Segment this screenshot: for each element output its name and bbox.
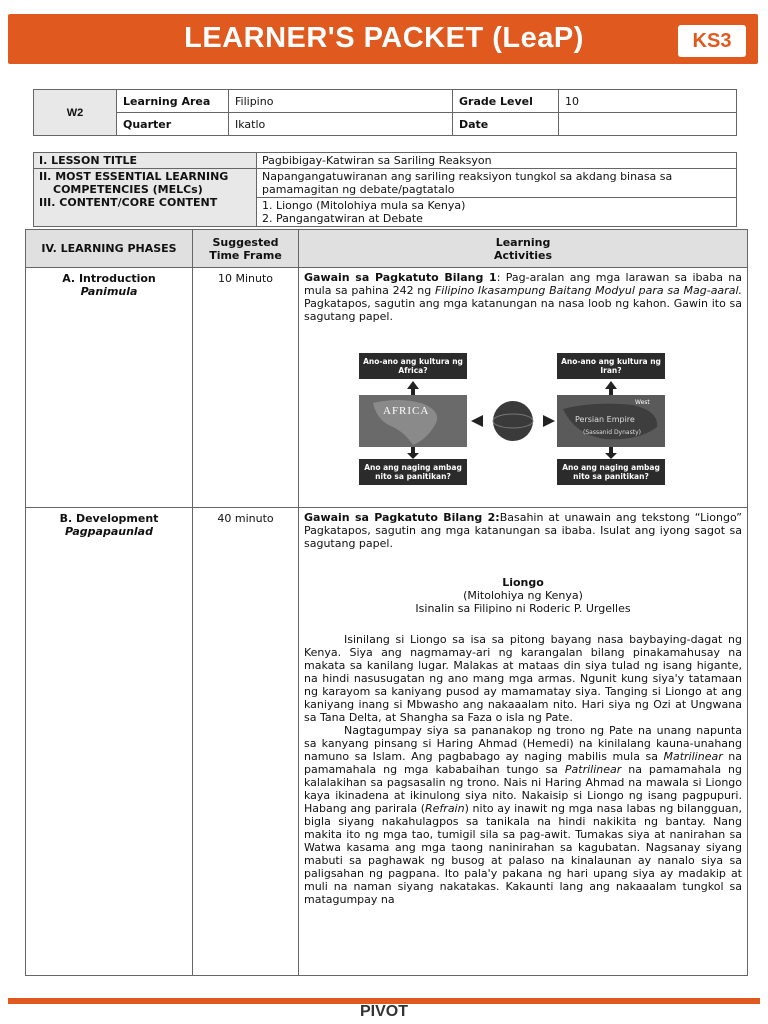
activities-header-line-2: Activities (493, 248, 553, 262)
learning-area-label: Learning Area (117, 90, 229, 113)
story-paragraph-2 (304, 724, 742, 906)
content-value (257, 198, 737, 227)
melc-label (34, 169, 257, 227)
introduction-activity (299, 268, 748, 508)
arrow-up-icon (407, 381, 419, 389)
globe-icon (493, 401, 533, 441)
activities-header (299, 230, 748, 268)
learning-area-value: Filipino (229, 90, 453, 113)
melc-label-line-1: II. MOST ESSENTIAL LEARNING (39, 170, 229, 183)
arrow-right-icon (543, 415, 555, 427)
quarter-value: Ikatlo (229, 113, 453, 136)
west-label: West (635, 399, 650, 406)
quarter-label: Quarter (117, 113, 229, 136)
activity-2-text: Basahin at unawain ang tekstong “Liongo” Pagkatapos, sagutin ang mga katanungan sa ibaba. Isulat ang iyong sagot sa sagutang papel. (304, 511, 742, 550)
header-banner (0, 0, 768, 78)
phases-header-row (26, 230, 748, 268)
introduction-phase (26, 268, 193, 508)
key-stage-badge: KS3 (678, 25, 746, 57)
grade-level-value: 10 (559, 90, 737, 113)
para-2-segment: na pamamahala ng mga kababaihan tungo sa (304, 750, 742, 776)
time-header-line-2: Time Frame (209, 248, 282, 262)
activity-1-text-b: Pagkatapos, sagutin ang mga katanungan na nasa loob ng kahon. Gawin ito sa sagutang papel. (304, 297, 742, 323)
melc-value: Napangangatuwiranan ang sariling reaksiyon tungkol sa akdang binasa sa pamamagitan ng debate/pagtatalo (257, 169, 737, 198)
week-label: W2 (34, 90, 117, 136)
africa-culture-question: Ano-ano ang kultura ng Africa? (359, 353, 467, 379)
para-2-segment: ) nito ay inawit ng mga nasa labas ng bilangguan, bigla siyang nakahulagpos sa tanikala na hindi nakikita ng bantay. Nang makita ito ng mga tao, tumigil sila sa pag-awit. Tumakas siya at nanirahan sa Watwa kasama ang mga taong naninirahan sa kagubatan. Nagsanay siyang mabuti sa paghawak ng busog at palaso na kinalaunan ay nanalo siya sa paligsahan ng pagpana. Ito pala'y pakana ng hari upang siya ay madakip at muli na naman siyang nakatakas. Kakaunti lang ang nakaaalam tungkol sa matagumpay na (304, 802, 742, 906)
para-2-italic: Matrilinear (663, 750, 723, 763)
persia-label (575, 413, 641, 439)
arrow-stem (609, 447, 613, 453)
time-header (193, 230, 299, 268)
africa-label: AFRICA (383, 405, 430, 417)
para-2-segment: na pamamahala ng kalalakihan sa pagsasalin ng trono. Nais ni Haring Ahmad na mawala si Liongo kaya ikinadena at ikinulong siya nito. Nakaisip si Liongo ng isang pagpupuri. Habang ang parirala ( (304, 763, 742, 815)
development-phase-fil: Pagpapaunlad (65, 525, 153, 538)
date-value (559, 113, 737, 136)
activities-header-line-1: Learning (495, 235, 551, 249)
development-activity (299, 508, 748, 976)
story-title: Liongo (502, 576, 544, 589)
activity-1-text-a: : Pag-aralan ang mga larawan sa ibaba na mula sa pahina 242 ng (304, 271, 742, 297)
date-label: Date (453, 113, 559, 136)
content-item-2: 2. Pangangatwiran at Debate (262, 212, 423, 225)
lesson-title-value: Pagbibigay-Katwiran sa Sariling Reaksyon (257, 153, 737, 169)
arrow-up-icon (605, 381, 617, 389)
para-2-italic: Patrilinear (564, 763, 622, 776)
iran-culture-question: Ano-ano ang kultura ng Iran? (557, 353, 665, 379)
time-header-line-1: Suggested (212, 235, 279, 249)
development-phase (26, 508, 193, 976)
activity-1-text-italic: Filipino Ikasampung Baitang Modyul para sa Mag-aaral. (434, 284, 742, 297)
development-time: 40 minuto (193, 508, 299, 976)
culture-diagram (343, 353, 703, 485)
arrow-stem (411, 447, 415, 453)
story-subtitle: (Mitolohiya ng Kenya) (463, 589, 583, 602)
story-paragraph-1: Isinilang si Liongo sa isa sa pitong bayang nasa baybaying-dagat ng Kenya. Siya ang nagmamay-ari ng karangalan bilang pinakamahusay na makata sa kanilang lugar. Malakas at mataas din siya tulad ng isang higante, na hindi nasusugatan ng ano mang mga armas. Ngunit kung siya'y tatamaan ng karayom sa kaniyang pusod ay mamamatay siya. Tanging si Liongo at ang kaniyang inang si Mbwasho ang nakaaalam nito. Hari siya ng Ozi at Ungwana sa Tana Delta, at Shangha sa Faza o isla ng Pate. (304, 633, 742, 724)
activity-1-label: Gawain sa Pagkatuto Bilang 1 (304, 271, 497, 284)
development-phase-en: B. Development (59, 512, 159, 525)
info-table (33, 89, 737, 136)
africa-ambag-question: Ano ang naging ambag nito sa panitikan? (359, 459, 467, 485)
para-2-italic: Refrain (425, 802, 465, 815)
content-label: III. CONTENT/CORE CONTENT (39, 196, 218, 209)
persia-label-line-1: Persian Empire (575, 415, 635, 424)
arrow-stem (411, 389, 415, 395)
activity-2-label: Gawain sa Pagkatuto Bilang 2: (304, 511, 500, 524)
introduction-phase-fil: Panimula (80, 285, 138, 298)
grade-level-label: Grade Level (453, 90, 559, 113)
content-item-1: 1. Liongo (Mitolohiya mula sa Kenya) (262, 199, 466, 212)
lesson-table (33, 152, 737, 227)
arrow-stem (609, 389, 613, 395)
pivot-logo: PIVOT (359, 1003, 408, 1020)
phases-header: IV. LEARNING PHASES (26, 230, 193, 268)
lesson-title-label: I. LESSON TITLE (34, 153, 257, 169)
persia-label-line-2: (Sassanid Dynasty) (583, 429, 641, 436)
introduction-phase-en: A. Introduction (62, 272, 156, 285)
packet-title: LEARNER'S PACKET (LeaP) (184, 22, 584, 54)
arrow-left-icon (471, 415, 483, 427)
introduction-row (26, 268, 748, 508)
melc-label-line-2: COMPETENCIES (MELCs) (53, 183, 203, 196)
para-2-segment: Nagtagumpay siya sa pananakop ng trono ng Pate na unang napunta sa kanyang pinsang si Haring Ahmad (Hemedi) na kinilalang kauna-unahang namuno sa Islam. Ang pagbabago ay naging mabilis mula sa (304, 724, 742, 763)
learning-phases-table (25, 229, 748, 976)
iran-ambag-question: Ano ang naging ambag nito sa panitikan? (557, 459, 665, 485)
introduction-time: 10 Minuto (193, 268, 299, 508)
development-row (26, 508, 748, 976)
story-translator: Isinalin sa Filipino ni Roderic P. Urgelles (415, 602, 631, 615)
